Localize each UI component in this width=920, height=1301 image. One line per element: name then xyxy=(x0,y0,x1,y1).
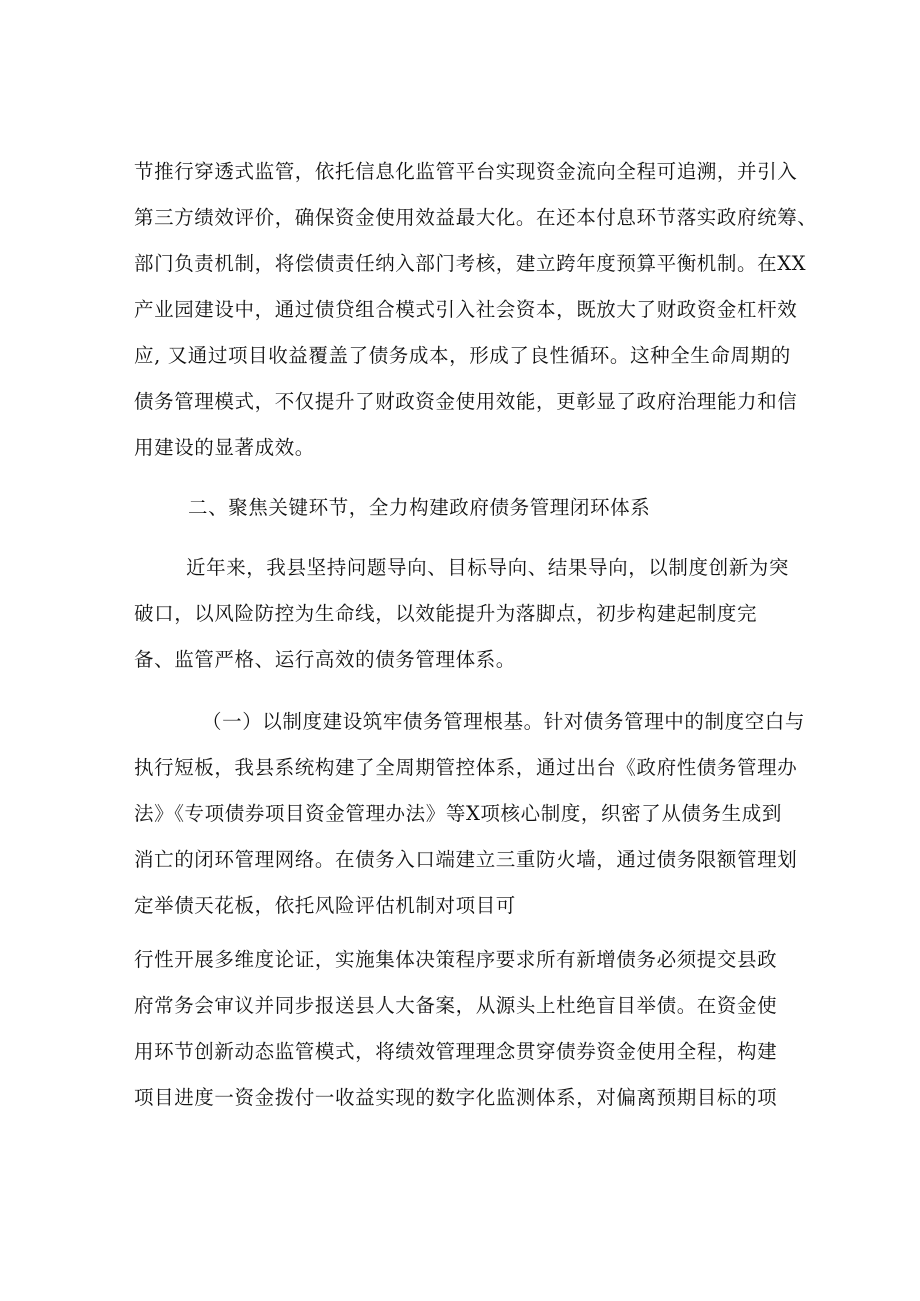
paragraph-1-line-7: 用建设的显著成效。 xyxy=(134,436,315,459)
paragraph-1-line-6: 债务管理模式，不仅提升了财政资金使用效能，更彰显了政府治理能力和信 xyxy=(134,390,798,413)
paragraph-3-line-1: （一）以制度建设筑牢债务管理根基。针对债务管理中的制度空白与 xyxy=(202,710,806,733)
paragraph-4-line-3: 用环节创新动态监管模式，将绩效管理理念贯穿债券资金使用全程，构建 xyxy=(134,1040,778,1063)
paragraph-4-line-1: 行性开展多维度论证，实施集体决策程序要求所有新增债务必须提交县政 xyxy=(134,948,778,971)
paragraph-4-line-2: 府常务会审议并同步报送县人大备案，从源头上杜绝盲目举债。在资金使 xyxy=(134,994,778,1017)
paragraph-1-line-5: 应, 又通过项目收益覆盖了债务成本，形成了良性循环。这种全生命周期的 xyxy=(134,344,791,367)
paragraph-3-line-2: 执行短板，我县系统构建了全周期管控体系，通过出台《政府性债务管理办 xyxy=(134,756,798,779)
paragraph-1-line-3: 部门负责机制，将偿债责任纳入部门考核，建立跨年度预算平衡机制。在XX xyxy=(134,252,807,275)
paragraph-3-line-5: 定举债天花板，依托风险评估机制对项目可 xyxy=(134,894,516,917)
paragraph-1-line-4: 产业园建设中，通过债贷组合模式引入社会资本，既放大了财政资金杠杆效 xyxy=(134,298,798,321)
paragraph-1-line-1: 节推行穿透式监管，依托信息化监管平台实现资金流向全程可追溯，并引入 xyxy=(134,160,798,183)
paragraph-1-line-2: 第三方绩效评价，确保资金使用效益最大化。在还本付息环节落实政府统筹、 xyxy=(134,206,818,229)
paragraph-3-line-4: 消亡的闭环管理网络。在债务入口端建立三重防火墙，通过债务限额管理划 xyxy=(134,848,798,871)
paragraph-4-line-4: 项目进度一资金拨付一收益实现的数字化监测体系，对偏离预期目标的项 xyxy=(134,1086,778,1109)
paragraph-2-line-1: 近年来，我县坚持问题导向、目标导向、结果导向，以制度创新为突 xyxy=(186,556,790,579)
paragraph-3-line-3: 法》《专项债券项目资金管理办法》等X项核心制度，织密了从债务生成到 xyxy=(134,802,782,825)
paragraph-2-line-2: 破口，以风险防控为生命线，以效能提升为落脚点，初步构建起制度完 xyxy=(134,602,758,625)
paragraph-2-line-3: 备、监管严格、运行高效的债务管理体系。 xyxy=(134,648,516,671)
section-heading: 二、聚焦关键环节，全力构建政府债务管理闭环体系 xyxy=(188,496,651,519)
